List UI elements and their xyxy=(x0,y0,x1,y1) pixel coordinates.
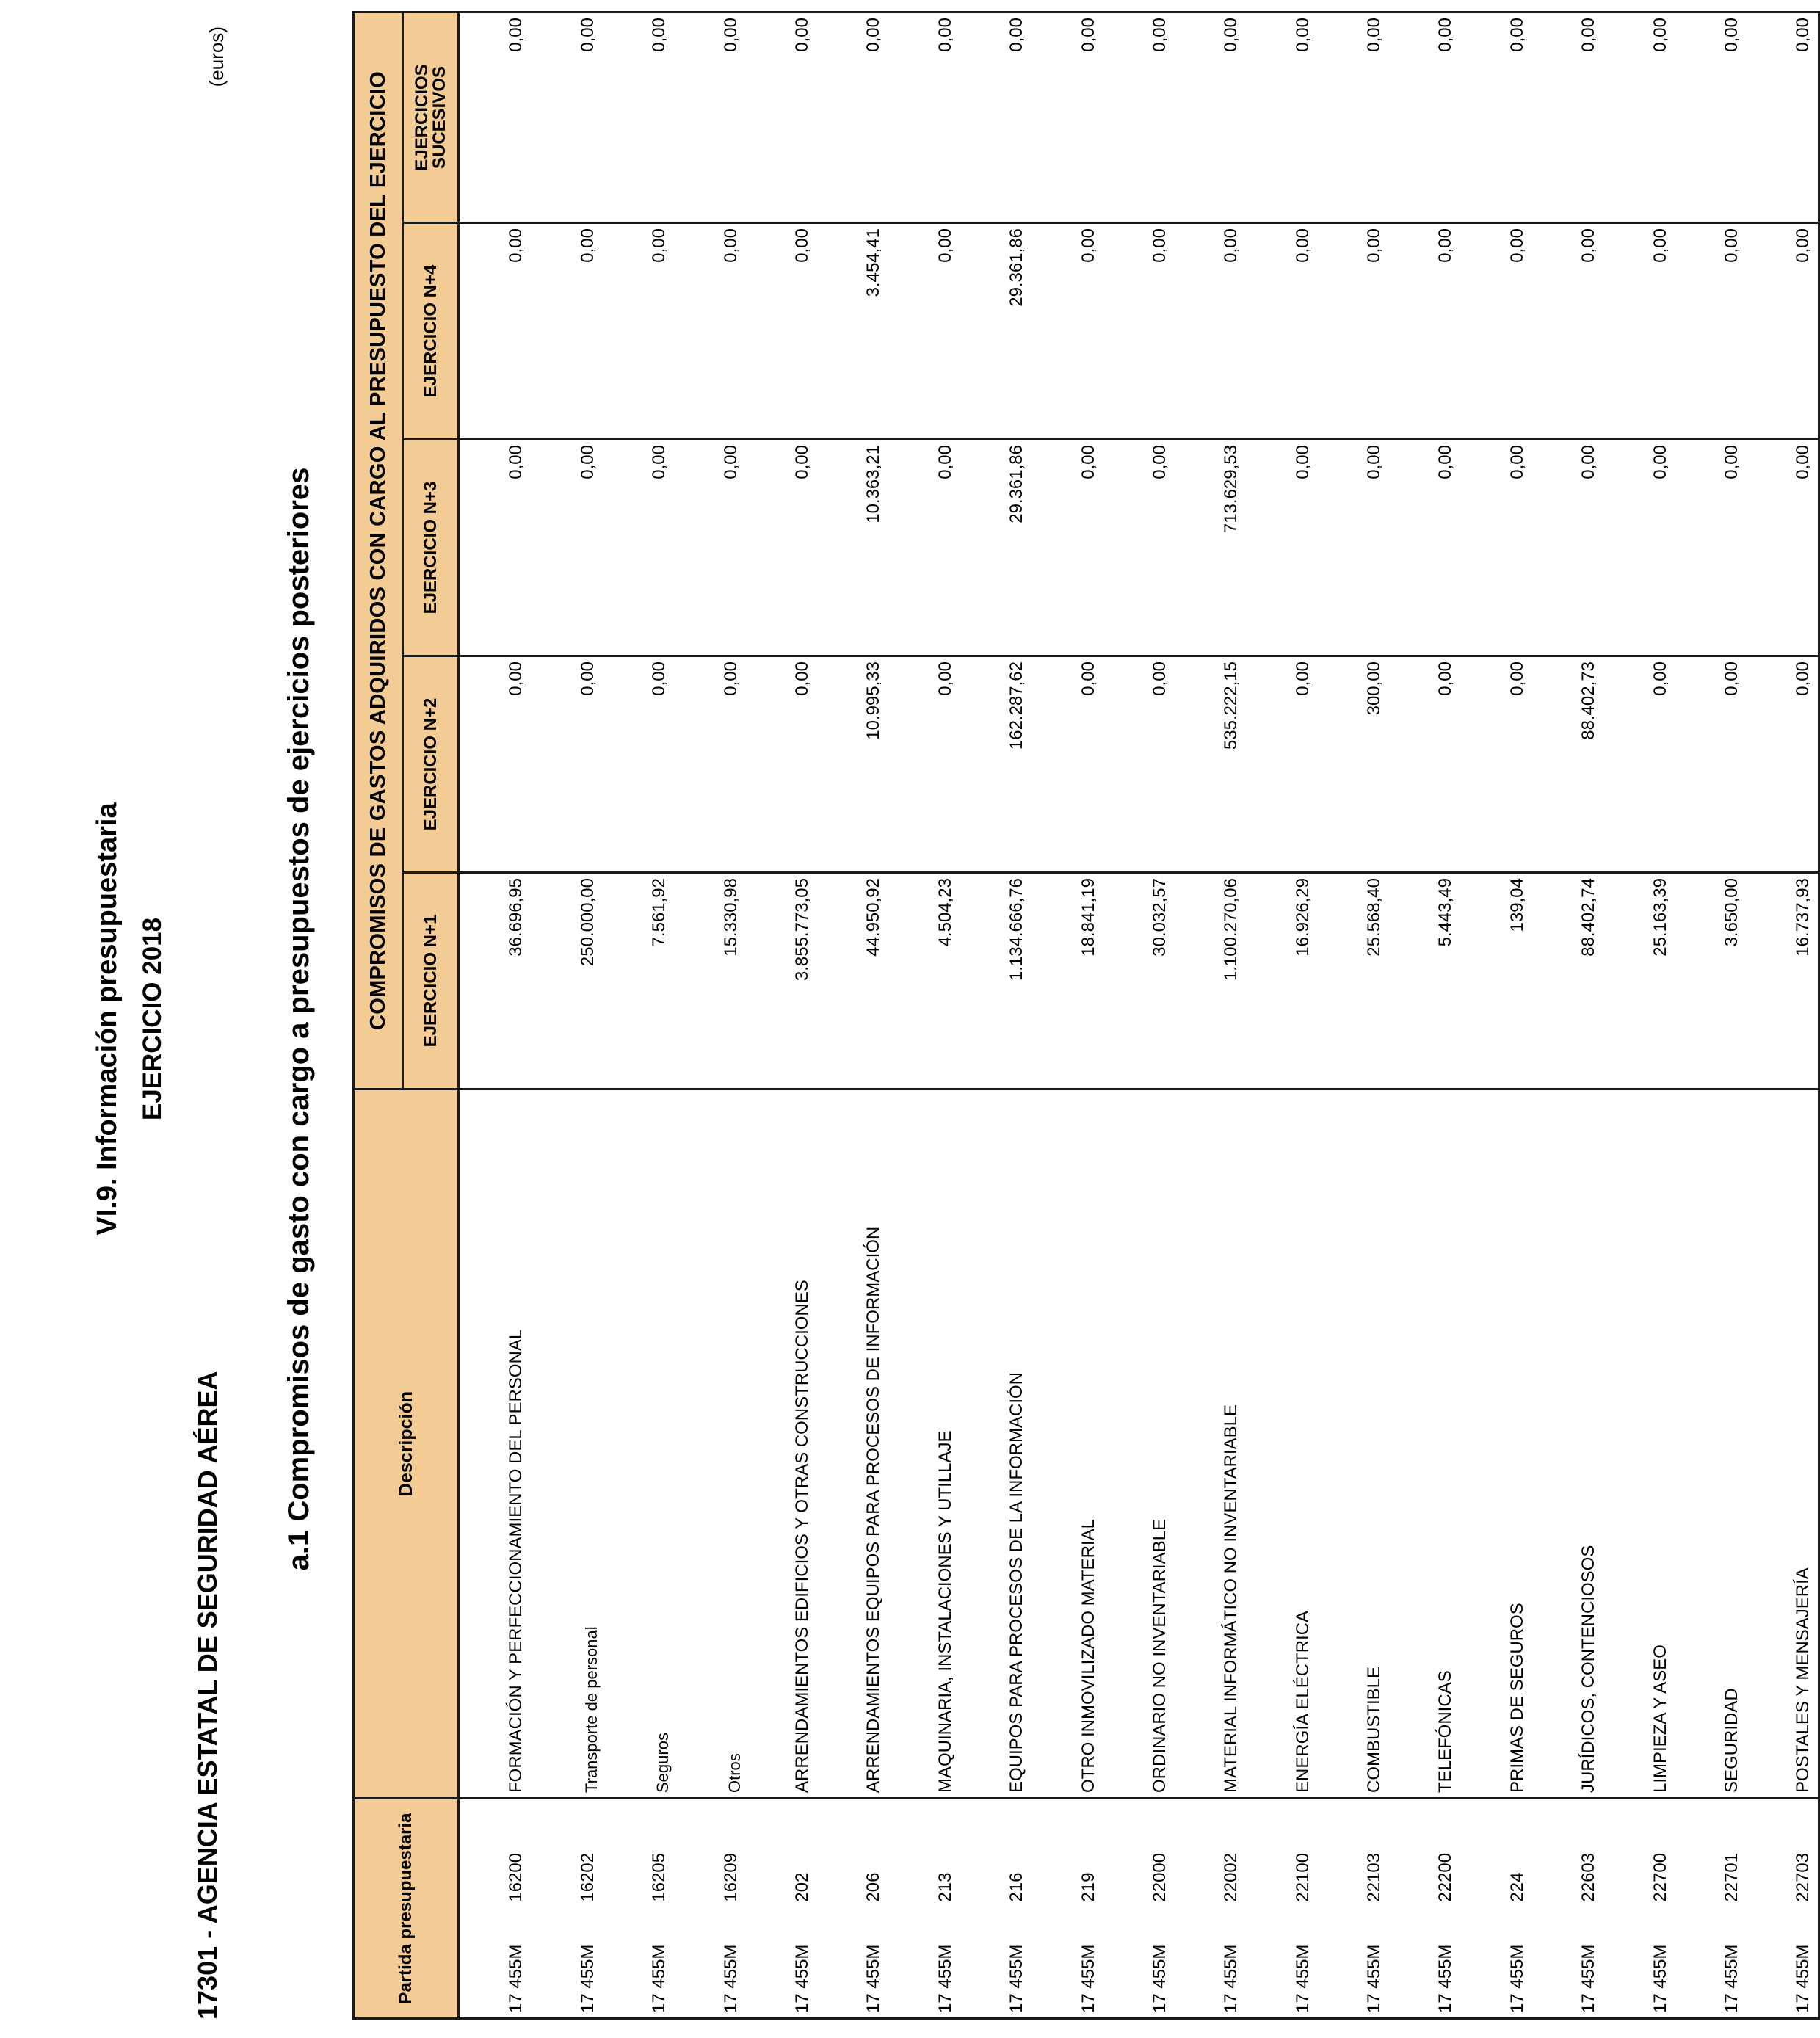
amount-suc-cell: 0,00 xyxy=(674,12,745,222)
partida-organico: 17 xyxy=(1364,1993,1385,2013)
amount-n1-cell: 36.696,95 xyxy=(459,873,532,1089)
table-row xyxy=(888,12,960,2018)
descripcion-cell: MAQUINARIA, INSTALACIONES Y UTILLAJE xyxy=(888,1089,960,1799)
table-row xyxy=(817,12,888,2018)
partida-programa: 455M xyxy=(1650,1944,1670,1989)
partida-cell xyxy=(1175,1799,1246,2019)
section-title: a.1 Compromisos de gasto con cargo a presupuestos de ejercicios posteriores xyxy=(283,467,315,1571)
partida-organico: 17 xyxy=(1507,1993,1527,2013)
amount-n4-cell: 0,00 xyxy=(1532,223,1603,440)
partida-organico: 17 xyxy=(1578,1993,1599,2013)
amount-n2-cell: 0,00 xyxy=(1103,656,1175,873)
amount-n1-cell: 30.032,57 xyxy=(1103,873,1175,1089)
table-row xyxy=(1675,12,1747,2018)
amount-n1-cell: 44.950,92 xyxy=(817,873,888,1089)
partida-organico: 17 xyxy=(1007,1993,1027,2013)
partida-programa: 455M xyxy=(1578,1944,1599,1989)
amount-n1-cell: 4.504,23 xyxy=(888,873,960,1089)
partida-organico: 17 xyxy=(863,1993,884,2013)
amount-n3-cell: 0,00 xyxy=(531,440,602,656)
amount-n1-cell: 5.443,49 xyxy=(1389,873,1460,1089)
partida-subconcepto: 22103 xyxy=(1364,1852,1385,1902)
partida-subconcepto: 22002 xyxy=(1221,1852,1241,1902)
amount-n1-cell: 15.330,98 xyxy=(674,873,745,1089)
amount-n3-cell: 0,00 xyxy=(674,440,745,656)
amount-n4-cell: 0,00 xyxy=(459,223,532,440)
amount-suc-cell: 0,00 xyxy=(1032,12,1103,222)
table-row xyxy=(603,12,674,2018)
amount-suc-cell: 0,00 xyxy=(1389,12,1460,222)
amount-n2-cell: 300,00 xyxy=(1318,656,1389,873)
amount-suc-cell: 0,00 xyxy=(1603,12,1675,222)
partida-programa: 455M xyxy=(1435,1944,1456,1989)
partida-cell xyxy=(1103,1799,1175,2019)
amount-n2-cell: 162.287,62 xyxy=(960,656,1032,873)
table-row xyxy=(1747,12,1819,2018)
amount-suc-cell: 0,00 xyxy=(1103,12,1175,222)
amount-n4-cell: 0,00 xyxy=(1032,223,1103,440)
col-header-descripcion: Descripción xyxy=(354,1089,459,1799)
amount-n1-cell: 18.841,19 xyxy=(1032,873,1103,1089)
table-row xyxy=(1318,12,1389,2018)
amount-n4-cell: 0,00 xyxy=(603,223,674,440)
amount-n4-cell: 0,00 xyxy=(888,223,960,440)
partida-programa: 455M xyxy=(1149,1944,1170,1989)
partida-subconcepto: 213 xyxy=(935,1872,955,1902)
partida-organico: 17 xyxy=(577,1993,598,2013)
partida-cell xyxy=(674,1799,745,2019)
amount-n2-cell: 0,00 xyxy=(1603,656,1675,873)
table-row xyxy=(1103,12,1175,2018)
amount-n1-cell: 88.402,74 xyxy=(1532,873,1603,1089)
amount-n3-cell: 0,00 xyxy=(888,440,960,656)
amount-suc-cell: 0,00 xyxy=(1246,12,1317,222)
partida-programa: 455M xyxy=(1507,1944,1527,1989)
partida-subconcepto: 22701 xyxy=(1722,1852,1742,1902)
amount-n2-cell: 0,00 xyxy=(531,656,602,873)
partida-cell xyxy=(1389,1799,1460,2019)
amount-suc-cell: 0,00 xyxy=(1318,12,1389,222)
amount-n2-cell: 0,00 xyxy=(1460,656,1531,873)
table-row xyxy=(1389,12,1460,2018)
amount-n2-cell: 0,00 xyxy=(674,656,745,873)
descripcion-cell: LIMPIEZA Y ASEO xyxy=(1603,1089,1675,1799)
partida-cell xyxy=(1532,1799,1603,2019)
amount-suc-cell: 0,00 xyxy=(888,12,960,222)
descripcion-cell: COMBUSTIBLE xyxy=(1318,1089,1389,1799)
partida-cell xyxy=(746,1799,817,2019)
partida-subconcepto: 16205 xyxy=(649,1852,670,1902)
partida-programa: 455M xyxy=(577,1944,598,1989)
table-row xyxy=(960,12,1032,2018)
amount-n1-cell: 3.855.773,05 xyxy=(746,873,817,1089)
amount-n1-cell: 25.163,39 xyxy=(1603,873,1675,1089)
partida-subconcepto: 202 xyxy=(791,1872,812,1902)
amount-n4-cell: 3.454,41 xyxy=(817,223,888,440)
col-header-n2: EJERCICIO N+2 xyxy=(403,656,459,873)
col-header-sucesivos-line1: EJERCICIOS xyxy=(411,64,432,171)
partida-cell xyxy=(1747,1799,1819,2019)
partida-programa: 455M xyxy=(649,1944,670,1989)
table-row xyxy=(1532,12,1603,2018)
amount-n4-cell: 0,00 xyxy=(531,223,602,440)
amount-suc-cell: 0,00 xyxy=(1747,12,1819,222)
partida-subconcepto: 22000 xyxy=(1149,1852,1170,1902)
partida-programa: 455M xyxy=(1292,1944,1313,1989)
amount-n1-cell: 3.650,00 xyxy=(1675,873,1747,1089)
partida-programa: 455M xyxy=(1078,1944,1098,1989)
partida-organico: 17 xyxy=(1650,1993,1670,2013)
partida-cell xyxy=(531,1799,602,2019)
partida-subconcepto: 219 xyxy=(1078,1872,1098,1902)
descripcion-cell: ENERGÍA ELÉCTRICA xyxy=(1246,1089,1317,1799)
amount-n4-cell: 0,00 xyxy=(1175,223,1246,440)
table-row xyxy=(459,12,532,2018)
amount-n3-cell: 713.629,53 xyxy=(1175,440,1246,656)
amount-n3-cell: 0,00 xyxy=(1103,440,1175,656)
col-header-n4: EJERCICIO N+4 xyxy=(403,223,459,440)
amount-n2-cell: 0,00 xyxy=(1032,656,1103,873)
amount-n4-cell: 0,00 xyxy=(1603,223,1675,440)
amount-n4-cell: 0,00 xyxy=(1318,223,1389,440)
table-row xyxy=(1460,12,1531,2018)
amount-n2-cell: 0,00 xyxy=(746,656,817,873)
document-title: VI.9. Información presupuestaria xyxy=(92,802,123,1236)
partida-organico: 17 xyxy=(1078,1993,1098,2013)
amount-suc-cell: 0,00 xyxy=(1532,12,1603,222)
amount-n3-cell: 0,00 xyxy=(746,440,817,656)
partida-subconcepto: 206 xyxy=(863,1872,884,1902)
amount-n2-cell: 0,00 xyxy=(1675,656,1747,873)
amount-n3-cell: 0,00 xyxy=(1389,440,1460,656)
amount-n1-cell: 1.134.666,76 xyxy=(960,873,1032,1089)
amount-n3-cell: 0,00 xyxy=(459,440,532,656)
amount-n2-cell: 0,00 xyxy=(1246,656,1317,873)
amount-n4-cell: 0,00 xyxy=(674,223,745,440)
partida-organico: 17 xyxy=(649,1993,670,2013)
commitments-table xyxy=(352,11,1820,2020)
partida-organico: 17 xyxy=(1722,1993,1742,2013)
col-header-n1: EJERCICIO N+1 xyxy=(403,873,459,1089)
partida-programa: 455M xyxy=(720,1944,741,1989)
amount-suc-cell: 0,00 xyxy=(459,12,532,222)
amount-n2-cell: 535.222,15 xyxy=(1175,656,1246,873)
descripcion-cell: JURÍDICOS, CONTENCIOSOS xyxy=(1532,1089,1603,1799)
partida-programa: 455M xyxy=(1793,1944,1813,1989)
agency-name: 17301 - AGENCIA ESTATAL DE SEGURIDAD AÉREA xyxy=(192,1371,222,2020)
amount-n4-cell: 0,00 xyxy=(746,223,817,440)
descripcion-cell: Seguros xyxy=(603,1089,674,1799)
amount-n1-cell: 7.561,92 xyxy=(603,873,674,1089)
col-header-n3: EJERCICIO N+3 xyxy=(403,440,459,656)
partida-organico: 17 xyxy=(1149,1993,1170,2013)
amount-n2-cell: 0,00 xyxy=(459,656,532,873)
amount-n4-cell: 0,00 xyxy=(1747,223,1819,440)
col-header-group: COMPROMISOS DE GASTOS ADQUIRIDOS CON CARGO AL PRESUPUESTO DEL EJERCICIO xyxy=(354,12,403,1089)
partida-programa: 455M xyxy=(863,1944,884,1989)
table-row xyxy=(1603,12,1675,2018)
partida-subconcepto: 22200 xyxy=(1435,1852,1456,1902)
amount-suc-cell: 0,00 xyxy=(817,12,888,222)
partida-subconcepto: 16200 xyxy=(506,1852,526,1902)
partida-cell xyxy=(459,1799,532,2019)
descripcion-cell: ARRENDAMIENTOS EDIFICIOS Y OTRAS CONSTRUCCIONES xyxy=(746,1089,817,1799)
partida-subconcepto: 216 xyxy=(1007,1872,1027,1902)
amount-n3-cell: 0,00 xyxy=(1246,440,1317,656)
descripcion-cell: Otros xyxy=(674,1089,745,1799)
partida-cell xyxy=(1603,1799,1675,2019)
partida-organico: 17 xyxy=(1435,1993,1456,2013)
amount-n2-cell: 88.402,73 xyxy=(1532,656,1603,873)
amount-suc-cell: 0,00 xyxy=(603,12,674,222)
descripcion-cell: EQUIPOS PARA PROCESOS DE LA INFORMACIÓN xyxy=(960,1089,1032,1799)
amount-n1-cell: 250.000,00 xyxy=(531,873,602,1089)
amount-suc-cell: 0,00 xyxy=(960,12,1032,222)
partida-programa: 455M xyxy=(1722,1944,1742,1989)
amount-n3-cell: 0,00 xyxy=(1318,440,1389,656)
amount-n3-cell: 0,00 xyxy=(1747,440,1819,656)
amount-suc-cell: 0,00 xyxy=(1175,12,1246,222)
amount-n3-cell: 0,00 xyxy=(603,440,674,656)
amount-suc-cell: 0,00 xyxy=(1675,12,1747,222)
partida-organico: 17 xyxy=(506,1993,526,2013)
amount-n2-cell: 10.995,33 xyxy=(817,656,888,873)
partida-cell xyxy=(1246,1799,1317,2019)
amount-n4-cell: 0,00 xyxy=(1675,223,1747,440)
partida-programa: 455M xyxy=(1007,1944,1027,1989)
amount-n1-cell: 139,04 xyxy=(1460,873,1531,1089)
partida-cell xyxy=(603,1799,674,2019)
table-body xyxy=(459,12,1819,2018)
partida-subconcepto: 16202 xyxy=(577,1852,598,1902)
amount-n4-cell: 0,00 xyxy=(1246,223,1317,440)
col-header-sucesivos-line2: SUCESIVOS xyxy=(429,65,449,170)
descripcion-cell: TELEFÓNICAS xyxy=(1389,1089,1460,1799)
amount-n3-cell: 29.361,86 xyxy=(960,440,1032,656)
partida-organico: 17 xyxy=(935,1993,955,2013)
partida-cell xyxy=(1318,1799,1389,2019)
header-row-top xyxy=(354,12,403,2018)
partida-cell xyxy=(960,1799,1032,2019)
partida-programa: 455M xyxy=(1221,1944,1241,1989)
amount-n4-cell: 0,00 xyxy=(1389,223,1460,440)
amount-n1-cell: 25.568,40 xyxy=(1318,873,1389,1089)
partida-cell xyxy=(1032,1799,1103,2019)
amount-suc-cell: 0,00 xyxy=(746,12,817,222)
partida-programa: 455M xyxy=(791,1944,812,1989)
descripcion-cell: FORMACIÓN Y PERFECCIONAMIENTO DEL PERSONAL xyxy=(459,1089,532,1799)
amount-n1-cell: 16.926,29 xyxy=(1246,873,1317,1089)
amount-n3-cell: 0,00 xyxy=(1603,440,1675,656)
descripcion-cell: OTRO INMOVILIZADO MATERIAL xyxy=(1032,1089,1103,1799)
table-row xyxy=(531,12,602,2018)
partida-organico: 17 xyxy=(1292,1993,1313,2013)
amount-n3-cell: 0,00 xyxy=(1532,440,1603,656)
amount-suc-cell: 0,00 xyxy=(531,12,602,222)
partida-subconcepto: 224 xyxy=(1507,1872,1527,1902)
partida-cell xyxy=(1675,1799,1747,2019)
partida-programa: 455M xyxy=(1364,1944,1385,1989)
descripcion-cell: POSTALES Y MENSAJERÍA xyxy=(1747,1089,1819,1799)
amount-n3-cell: 0,00 xyxy=(1460,440,1531,656)
amount-n3-cell: 0,00 xyxy=(1675,440,1747,656)
table-row xyxy=(1246,12,1317,2018)
fiscal-year: EJERCICIO 2018 xyxy=(138,917,167,1121)
partida-subconcepto: 16209 xyxy=(720,1852,741,1902)
table-row xyxy=(1175,12,1246,2018)
amount-n1-cell: 1.100.270,06 xyxy=(1175,873,1246,1089)
amount-n2-cell: 0,00 xyxy=(1389,656,1460,873)
descripcion-cell: PRIMAS DE SEGUROS xyxy=(1460,1089,1531,1799)
amount-n3-cell: 0,00 xyxy=(1032,440,1103,656)
descripcion-cell: ARRENDAMIENTOS EQUIPOS PARA PROCESOS DE INFORMACIÓN xyxy=(817,1089,888,1799)
amount-n4-cell: 29.361,86 xyxy=(960,223,1032,440)
partida-subconcepto: 22100 xyxy=(1292,1852,1313,1902)
amount-n2-cell: 0,00 xyxy=(1747,656,1819,873)
descripcion-cell: MATERIAL INFORMÁTICO NO INVENTARIABLE xyxy=(1175,1089,1246,1799)
col-header-sucesivos xyxy=(403,12,459,222)
descripcion-cell: ORDINARIO NO INVENTARIABLE xyxy=(1103,1089,1175,1799)
table-row xyxy=(746,12,817,2018)
amount-n2-cell: 0,00 xyxy=(603,656,674,873)
partida-cell xyxy=(817,1799,888,2019)
descripcion-cell: Transporte de personal xyxy=(531,1089,602,1799)
descripcion-cell: SEGURIDAD xyxy=(1675,1089,1747,1799)
partida-programa: 455M xyxy=(935,1944,955,1989)
partida-organico: 17 xyxy=(720,1993,741,2013)
partida-organico: 17 xyxy=(1793,1993,1813,2013)
col-header-partida: Partida presupuestaria xyxy=(354,1799,459,2019)
partida-cell xyxy=(888,1799,960,2019)
amount-suc-cell: 0,00 xyxy=(1460,12,1531,222)
currency-units: (euros) xyxy=(206,26,228,87)
table-row xyxy=(1032,12,1103,2018)
partida-subconcepto: 22700 xyxy=(1650,1852,1670,1902)
partida-organico: 17 xyxy=(1221,1993,1241,2013)
partida-subconcepto: 22703 xyxy=(1793,1852,1813,1902)
partida-programa: 455M xyxy=(506,1944,526,1989)
amount-n1-cell: 16.737,93 xyxy=(1747,873,1819,1089)
amount-n4-cell: 0,00 xyxy=(1460,223,1531,440)
partida-cell xyxy=(1460,1799,1531,2019)
table-row xyxy=(674,12,745,2018)
partida-organico: 17 xyxy=(791,1993,812,2013)
partida-subconcepto: 22603 xyxy=(1578,1852,1599,1902)
amount-n3-cell: 10.363,21 xyxy=(817,440,888,656)
amount-n4-cell: 0,00 xyxy=(1103,223,1175,440)
amount-n2-cell: 0,00 xyxy=(888,656,960,873)
